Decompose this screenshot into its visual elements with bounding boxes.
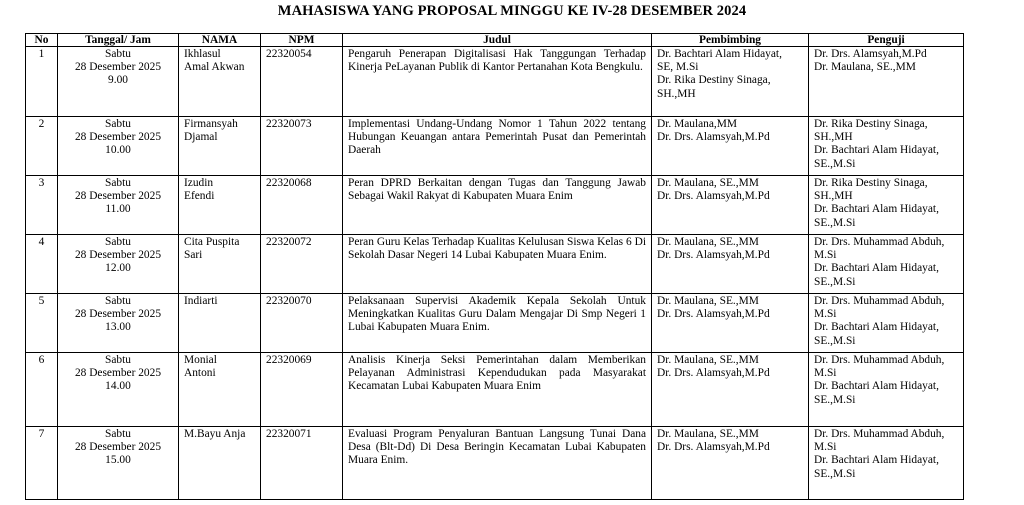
time-text: 15.00 [105, 454, 131, 467]
penguji-line-1: Dr. Drs. Muhammad Abduh, [814, 354, 945, 366]
date-text: 28 Desember 2025 [74, 249, 162, 262]
penguji-line-2: M.Si [814, 441, 837, 454]
pembimbing-line-2: Dr. Drs. Alamsyah,M.Pd [657, 249, 770, 262]
day-text: Sabtu [105, 48, 131, 60]
cell-penguji [809, 47, 964, 117]
cell-penguji [809, 117, 964, 176]
cell-penguji [809, 294, 964, 353]
pembimbing-line-2: Dr. Drs. Alamsyah,M.Pd [657, 367, 770, 380]
cell-nama [179, 47, 261, 117]
penguji-line-1: Dr. Drs. Muhammad Abduh, [814, 428, 945, 440]
penguji-line-1: Dr. Drs. Alamsyah,M.Pd [814, 48, 927, 60]
cell-tanggal [58, 176, 179, 235]
time-text: 12.00 [105, 262, 131, 275]
date-text: 28 Desember 2025 [74, 61, 162, 74]
pembimbing-line-1: Dr. Maulana, SE.,MM [657, 354, 759, 366]
name-line-1: Izudin [184, 177, 214, 189]
judul-text: Implementasi Undang-Undang Nomor 1 Tahun 2022 tentang Hubungan Keuangan antara Pemerintah Pusat dan Pemerintah Daerah [348, 118, 646, 157]
judul-text: Pengaruh Penerapan Digitalisasi Hak Tanggungan Terhadap Kinerja PeLayanan Publik di Kantor Pertanahan Kota Bengkulu. [348, 48, 646, 74]
header-npm: NPM [261, 34, 343, 47]
cell-pembimbing [652, 353, 809, 427]
npm-text: 22320070 [266, 295, 312, 307]
header-penguji: Penguji [809, 34, 964, 47]
cell-npm [261, 176, 343, 235]
header-pembimbing: Pembimbing [652, 34, 809, 47]
name-line-2: Amal Akwan [184, 61, 245, 74]
penguji-line-4: SE.,M.Si [814, 157, 856, 170]
pembimbing-line-3: Dr. Rika Destiny Sinaga, [657, 74, 771, 87]
judul-text: Peran DPRD Berkaitan dengan Tugas dan Tanggung Jawab Sebagai Wakil Rakyat di Kabupaten Muara Enim [348, 177, 646, 203]
date-text: 28 Desember 2025 [74, 367, 162, 380]
header-no: No [26, 34, 58, 47]
day-text: Sabtu [105, 236, 131, 248]
cell-pembimbing [652, 235, 809, 294]
pembimbing-line-2: Dr. Drs. Alamsyah,M.Pd [657, 308, 770, 321]
judul-text: Peran Guru Kelas Terhadap Kualitas Kelulusan Siswa Kelas 6 Di Sekolah Dasar Negeri 14 Lubai Kabupaten Muara Enim. [348, 236, 646, 262]
cell-pembimbing [652, 427, 809, 500]
time-text: 14.00 [105, 380, 131, 393]
header-judul: Judul [343, 34, 652, 47]
judul-text: Pelaksanaan Supervisi Akademik Kepala Sekolah Untuk Meningkatkan Kualitas Guru Dalam Mengajar Di Smp Negeri 1 Lubai Kabupaten Muara Enim. [348, 295, 646, 334]
day-text: Sabtu [105, 118, 131, 130]
name-line-1: Ikhlasul [184, 48, 221, 60]
npm-text: 22320068 [266, 177, 312, 189]
row-number: 6 [38, 354, 45, 366]
cell-no [26, 117, 58, 176]
penguji-line-2: Dr. Maulana, SE.,MM [814, 61, 916, 74]
row-number: 4 [38, 236, 45, 248]
table-row [26, 176, 964, 235]
cell-pembimbing [652, 117, 809, 176]
cell-nama [179, 294, 261, 353]
penguji-line-4: SE.,M.Si [814, 275, 856, 288]
pembimbing-line-1: Dr. Maulana, SE.,MM [657, 236, 759, 248]
cell-no [26, 235, 58, 294]
cell-pembimbing [652, 294, 809, 353]
penguji-line-2: M.Si [814, 308, 837, 321]
penguji-line-2: M.Si [814, 249, 837, 262]
cell-npm [261, 117, 343, 176]
row-number: 2 [38, 118, 45, 130]
cell-npm [261, 427, 343, 500]
pembimbing-line-1: Dr. Maulana, SE.,MM [657, 295, 759, 307]
cell-npm [261, 353, 343, 427]
penguji-line-1: Dr. Drs. Muhammad Abduh, [814, 295, 945, 307]
cell-no [26, 353, 58, 427]
pembimbing-line-2: SE, M.Si [657, 61, 699, 74]
name-line-1: Cita Puspita [184, 236, 240, 248]
cell-tanggal [58, 294, 179, 353]
time-text: 13.00 [105, 321, 131, 334]
cell-judul [343, 47, 652, 117]
penguji-line-3: Dr. Bachtari Alam Hidayat, [814, 454, 939, 467]
penguji-line-3: Dr. Bachtari Alam Hidayat, [814, 262, 939, 275]
table-row [26, 235, 964, 294]
cell-tanggal [58, 117, 179, 176]
judul-text: Evaluasi Program Penyaluran Bantuan Langsung Tunai Dana Desa (Blt-Dd) Di Desa Beringin Kecamatan Lubai Kabupaten Muara Enim. [348, 428, 646, 467]
cell-no [26, 294, 58, 353]
cell-nama [179, 353, 261, 427]
schedule-table [25, 33, 964, 500]
pembimbing-line-2: Dr. Drs. Alamsyah,M.Pd [657, 441, 770, 454]
cell-judul [343, 427, 652, 500]
date-text: 28 Desember 2025 [74, 441, 162, 454]
penguji-line-4: SE.,M.Si [814, 216, 856, 229]
cell-judul [343, 235, 652, 294]
cell-no [26, 427, 58, 500]
npm-text: 22320054 [266, 48, 312, 60]
pembimbing-line-1: Dr. Maulana, SE.,MM [657, 428, 759, 440]
name-line-1: Indiarti [184, 295, 218, 307]
pembimbing-line-4: SH.,MH [657, 87, 696, 100]
page-title: MAHASISWA YANG PROPOSAL MINGGU KE IV-28 DESEMBER 2024 [277, 3, 747, 19]
cell-nama [179, 176, 261, 235]
cell-nama [179, 235, 261, 294]
row-number: 3 [38, 177, 45, 189]
pembimbing-line-1: Dr. Maulana,MM [657, 118, 738, 130]
penguji-line-2: M.Si [814, 367, 837, 380]
cell-penguji [809, 427, 964, 500]
cell-penguji [809, 176, 964, 235]
time-text: 9.00 [108, 74, 128, 87]
table-row [26, 427, 964, 500]
cell-penguji [809, 235, 964, 294]
cell-tanggal [58, 47, 179, 117]
penguji-line-4: SE.,M.Si [814, 467, 856, 480]
cell-judul [343, 353, 652, 427]
cell-penguji [809, 353, 964, 427]
cell-nama [179, 427, 261, 500]
pembimbing-line-2: Dr. Drs. Alamsyah,M.Pd [657, 190, 770, 203]
cell-npm [261, 294, 343, 353]
cell-nama [179, 117, 261, 176]
day-text: Sabtu [105, 177, 131, 189]
penguji-line-2: SH.,MH [814, 190, 853, 203]
name-line-2: Sari [184, 249, 203, 262]
cell-judul [343, 117, 652, 176]
pembimbing-line-2: Dr. Drs. Alamsyah,M.Pd [657, 131, 770, 144]
cell-tanggal [58, 353, 179, 427]
row-number: 7 [38, 428, 45, 440]
day-text: Sabtu [105, 428, 131, 440]
table-header-row [26, 34, 964, 47]
table-row [26, 353, 964, 427]
penguji-line-3: Dr. Bachtari Alam Hidayat, [814, 144, 939, 157]
header-nama: NAMA [179, 34, 261, 47]
row-number: 5 [38, 295, 45, 307]
penguji-line-3: Dr. Bachtari Alam Hidayat, [814, 380, 939, 393]
name-line-1: Firmansyah [184, 118, 238, 130]
penguji-line-1: Dr. Drs. Muhammad Abduh, [814, 236, 945, 248]
penguji-line-3: Dr. Bachtari Alam Hidayat, [814, 321, 939, 334]
name-line-1: Monial [184, 354, 217, 366]
cell-npm [261, 47, 343, 117]
day-text: Sabtu [105, 354, 131, 366]
date-text: 28 Desember 2025 [74, 131, 162, 144]
name-line-1: M.Bayu Anja [184, 428, 246, 440]
penguji-line-1: Dr. Rika Destiny Sinaga, [814, 118, 928, 130]
cell-judul [343, 294, 652, 353]
pembimbing-line-1: Dr. Bachtari Alam Hidayat, [657, 48, 782, 60]
cell-pembimbing [652, 176, 809, 235]
time-text: 10.00 [105, 144, 131, 157]
cell-judul [343, 176, 652, 235]
cell-no [26, 47, 58, 117]
npm-text: 22320071 [266, 428, 312, 440]
name-line-2: Djamal [184, 131, 218, 144]
name-line-2: Efendi [184, 190, 215, 203]
cell-npm [261, 235, 343, 294]
npm-text: 22320072 [266, 236, 312, 248]
date-text: 28 Desember 2025 [74, 308, 162, 321]
npm-text: 22320073 [266, 118, 312, 130]
cell-tanggal [58, 235, 179, 294]
cell-no [26, 176, 58, 235]
row-number: 1 [38, 48, 45, 60]
penguji-line-3: Dr. Bachtari Alam Hidayat, [814, 203, 939, 216]
page-bottom-edge [0, 500, 1024, 505]
time-text: 11.00 [105, 203, 131, 216]
npm-text: 22320069 [266, 354, 312, 366]
judul-text: Analisis Kinerja Seksi Pemerintahan dalam Memberikan Pelayanan Administrasi Kependudukan pada Masyarakat Kecamatan Lubai Kabupaten Muara Enim [348, 354, 646, 393]
header-tanggal: Tanggal/ Jam [58, 34, 179, 47]
name-line-2: Antoni [184, 367, 216, 380]
table-row [26, 294, 964, 353]
date-text: 28 Desember 2025 [74, 190, 162, 203]
table-row [26, 117, 964, 176]
table-row [26, 47, 964, 117]
pembimbing-line-1: Dr. Maulana, SE.,MM [657, 177, 759, 189]
penguji-line-2: SH.,MH [814, 131, 853, 144]
penguji-line-1: Dr. Rika Destiny Sinaga, [814, 177, 928, 189]
penguji-line-4: SE.,M.Si [814, 393, 856, 406]
cell-tanggal [58, 427, 179, 500]
day-text: Sabtu [105, 295, 131, 307]
penguji-line-4: SE.,M.Si [814, 334, 856, 347]
cell-pembimbing [652, 47, 809, 117]
